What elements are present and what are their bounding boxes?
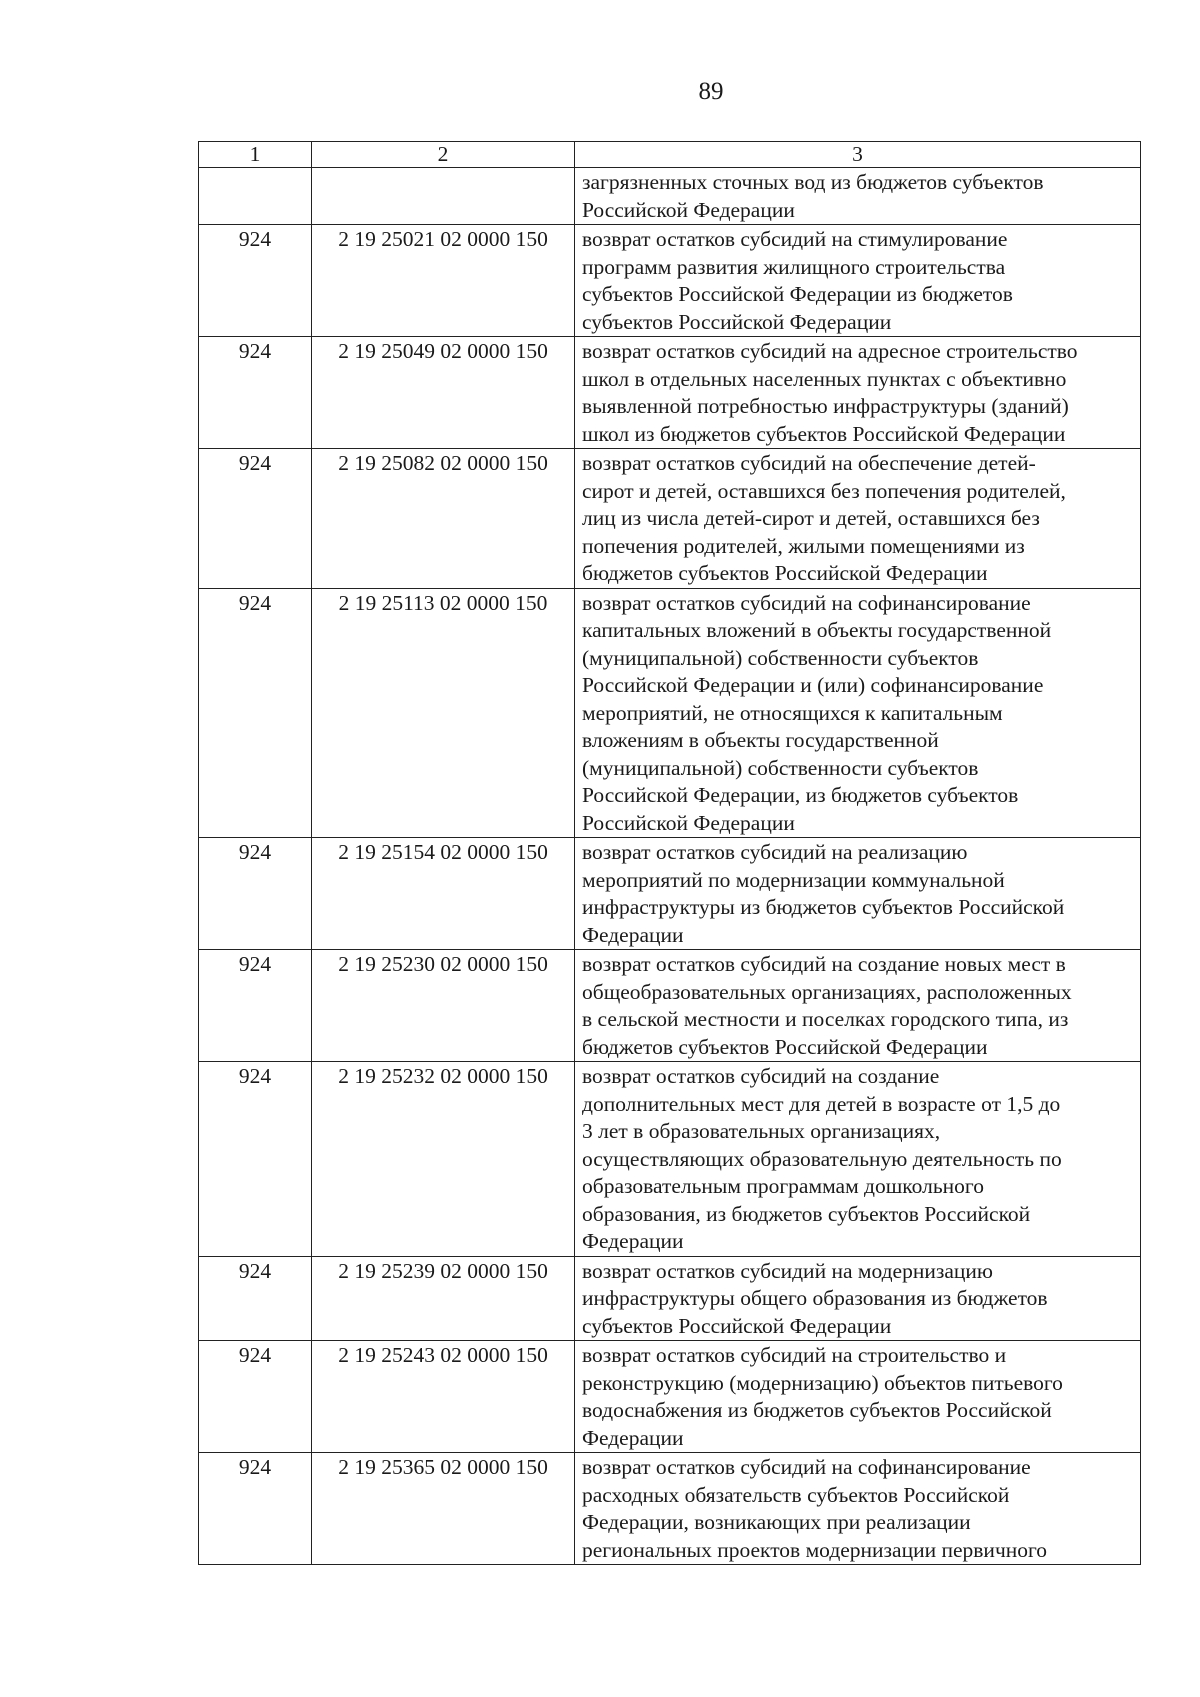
description-line: 3 лет в образовательных организациях,: [582, 1119, 941, 1143]
table-row: [199, 1062, 1141, 1257]
column-header-3: 3: [575, 142, 1141, 168]
budget-classification-code-cell: 2 19 25243 02 0000 150: [312, 1341, 575, 1453]
admin-code-cell: 924: [199, 1256, 312, 1341]
description-line: возврат остатков субсидий на реализацию: [582, 840, 968, 864]
admin-code-cell: 924: [199, 1453, 312, 1565]
description-line: Российской Федерации и (или) софинансирование: [582, 673, 1044, 697]
table-row: [199, 337, 1141, 449]
admin-code-cell: 924: [199, 588, 312, 838]
description-line: школ в отдельных населенных пунктах с объективно: [582, 366, 1067, 391]
description-line: субъектов Российской Федерации: [582, 309, 892, 334]
description-line: инфраструктуры из бюджетов субъектов Российской: [582, 895, 1065, 919]
budget-classification-code-cell: 2 19 25154 02 0000 150: [312, 838, 575, 950]
description-cell: [575, 1341, 1141, 1453]
budget-classification-code-cell: 2 19 25113 02 0000 150: [312, 588, 575, 838]
continuation-admin-cell: [199, 168, 312, 225]
description-line: Федерации: [582, 1229, 684, 1253]
description-line: школ из бюджетов субъектов Российской Федерации: [582, 421, 1066, 446]
description-line: возврат остатков субсидий на обеспечение детей-: [582, 451, 1036, 475]
description-cell: [575, 950, 1141, 1062]
description-line: возврат остатков субсидий на адресное строительство: [582, 339, 1078, 363]
continuation-description: загрязненных сточных вод из бюджетов субъектов Российской Федерации: [575, 168, 1141, 225]
description-line: Федерации: [582, 1425, 684, 1450]
description-line: попечения родителей, жилыми помещениями из: [582, 533, 1025, 558]
description-line: бюджетов субъектов Российской Федерации: [582, 561, 988, 585]
admin-code-cell: 924: [199, 950, 312, 1062]
budget-classification-code-cell: 2 19 25082 02 0000 150: [312, 449, 575, 589]
description-line: реконструкцию (модернизацию) объектов питьевого: [582, 1370, 1063, 1395]
description-cell: [575, 1256, 1141, 1341]
admin-code-cell: 924: [199, 449, 312, 589]
admin-code-cell: 924: [199, 1341, 312, 1453]
table-row: [199, 225, 1141, 337]
budget-classification-code-cell: 2 19 25232 02 0000 150: [312, 1062, 575, 1257]
description-line: возврат остатков субсидий на стимулирование: [582, 227, 1008, 251]
description-line: программ развития жилищного строительства: [582, 254, 1006, 279]
admin-code-cell: 924: [199, 838, 312, 950]
continuation-code-cell: [312, 168, 575, 225]
column-header-2: 2: [312, 142, 575, 168]
description-line: (муниципальной) собственности субъектов: [582, 755, 979, 780]
description-line: лиц из числа детей-сирот и детей, оставшихся без: [582, 506, 1040, 530]
description-line: в сельской местности и поселках городского типа, из: [582, 1007, 1069, 1031]
description-line: мероприятий по модернизации коммунальной: [582, 867, 1005, 892]
description-line: выявленной потребностью инфраструктуры (зданий): [582, 394, 1069, 418]
description-cell: [575, 1453, 1141, 1565]
column-header-1: 1: [199, 142, 312, 168]
description-line: дополнительных мест для детей в возрасте от 1,5 до: [582, 1091, 1061, 1116]
table-row: [199, 1341, 1141, 1453]
description-cell: [575, 337, 1141, 449]
description-line: капитальных вложений в объекты государственной: [582, 618, 1052, 642]
budget-classification-code-cell: 2 19 25365 02 0000 150: [312, 1453, 575, 1565]
description-line: возврат остатков субсидий на софинансирование: [582, 590, 1031, 615]
page-number: 89: [698, 78, 724, 105]
table-row: [199, 588, 1141, 838]
description-line: вложениям в объекты государственной: [582, 728, 939, 752]
description-line: возврат остатков субсидий на софинансирование: [582, 1455, 1031, 1479]
continuation-row: [199, 168, 1141, 225]
description-line: расходных обязательств субъектов Российской: [582, 1482, 1010, 1507]
description-line: региональных проектов модернизации первичного: [582, 1537, 1048, 1562]
description-line: Российской Федерации: [582, 810, 795, 835]
description-line: возврат остатков субсидий на строительство и: [582, 1343, 1007, 1367]
table-row: [199, 838, 1141, 950]
description-line: сирот и детей, оставшихся без попечения родителей,: [582, 478, 1066, 503]
description-line: водоснабжения из бюджетов субъектов Российской: [582, 1398, 1052, 1422]
table-row: [199, 1453, 1141, 1565]
description-line: образования, из бюджетов субъектов Российской: [582, 1201, 1031, 1226]
description-line: субъектов Российской Федерации: [582, 1313, 892, 1338]
description-line: общеобразовательных организациях, расположенных: [582, 979, 1072, 1004]
admin-code-cell: 924: [199, 225, 312, 337]
description-line: бюджетов субъектов Российской Федерации: [582, 1034, 988, 1059]
budget-classification-code-cell: 2 19 25021 02 0000 150: [312, 225, 575, 337]
description-cell: [575, 588, 1141, 838]
table-row: [199, 1256, 1141, 1341]
description-line: Федерации, возникающих при реализации: [582, 1510, 971, 1534]
budget-classification-code-cell: 2 19 25239 02 0000 150: [312, 1256, 575, 1341]
table-header-row: [199, 142, 1141, 168]
description-cell: [575, 225, 1141, 337]
description-line: возврат остатков субсидий на создание новых мест в: [582, 952, 1066, 976]
admin-code-cell: 924: [199, 1062, 312, 1257]
description-line: Федерации: [582, 922, 684, 947]
admin-code-cell: 924: [199, 337, 312, 449]
description-cell: [575, 838, 1141, 950]
description-line: (муниципальной) собственности субъектов: [582, 645, 979, 670]
description-line: мероприятий, не относящихся к капитальным: [582, 700, 1003, 725]
budget-codes-table: [198, 141, 1141, 1565]
description-line: инфраструктуры общего образования из бюджетов: [582, 1286, 1048, 1310]
table-row: [199, 449, 1141, 589]
description-line: осуществляющих образовательную деятельность по: [582, 1146, 1062, 1171]
budget-classification-code-cell: 2 19 25049 02 0000 150: [312, 337, 575, 449]
description-cell: [575, 1062, 1141, 1257]
description-cell: [575, 449, 1141, 589]
description-line: Российской Федерации, из бюджетов субъектов: [582, 783, 1019, 807]
description-line: возврат остатков субсидий на модернизацию: [582, 1258, 993, 1283]
table-row: [199, 950, 1141, 1062]
description-line: образовательным программам дошкольного: [582, 1174, 984, 1198]
description-line: субъектов Российской Федерации из бюджетов: [582, 282, 1013, 306]
description-line: возврат остатков субсидий на создание: [582, 1064, 940, 1088]
budget-classification-code-cell: 2 19 25230 02 0000 150: [312, 950, 575, 1062]
